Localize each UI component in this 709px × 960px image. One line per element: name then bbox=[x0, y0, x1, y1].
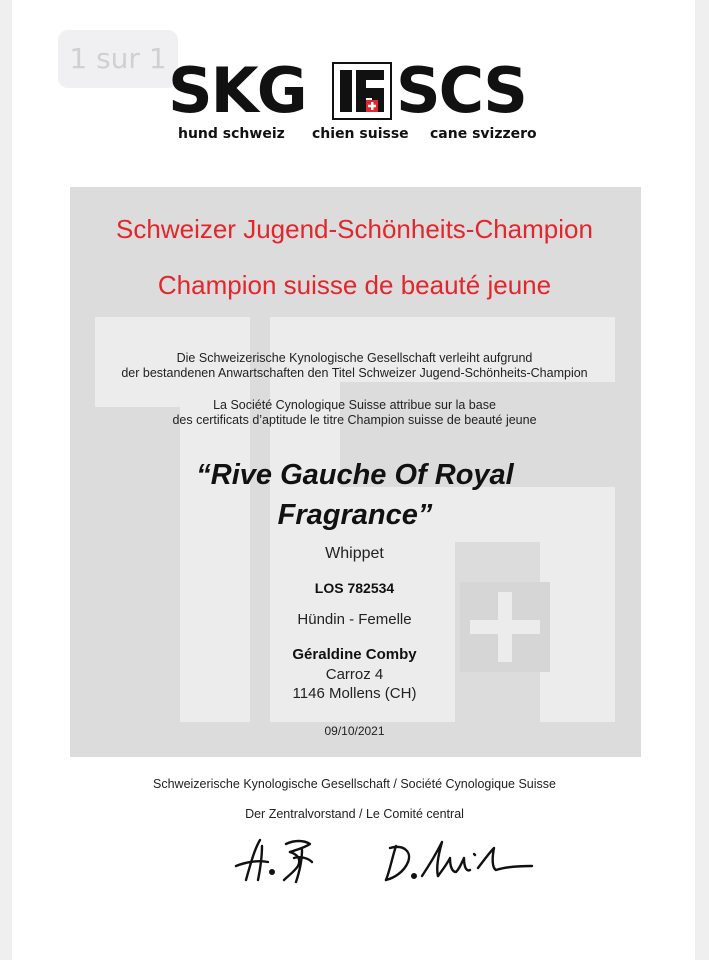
award-text-german-line2: der bestandenen Anwartschaften den Titel Schweizer Jugend-Schönheits-Champion bbox=[121, 366, 588, 380]
dog-breed: Whippet bbox=[325, 545, 384, 562]
skg-scs-logo bbox=[168, 54, 548, 150]
footer-organisation: Schweizerische Kynologische Gesellschaft / Société Cynologique Suisse bbox=[153, 777, 556, 791]
award-text-french-line2: des certificats d’aptitude le titre Champion suisse de beauté jeune bbox=[172, 413, 537, 427]
award-text-german-line1: Die Schweizerische Kynologische Gesellschaft verleiht aufgrund bbox=[176, 351, 533, 365]
logo-emblem-icon bbox=[332, 62, 392, 120]
issue-date: 09/10/2021 bbox=[324, 724, 385, 738]
owner-city: 1146 Mollens (CH) bbox=[292, 685, 417, 702]
logo-scs-text: SCS bbox=[396, 54, 526, 127]
logo-subtitle-de: hund schweiz bbox=[178, 126, 285, 142]
dog-name-line2: Fragrance” bbox=[277, 499, 433, 531]
owner-name: Géraldine Comby bbox=[292, 646, 417, 663]
signature-right bbox=[382, 838, 542, 884]
award-text-french bbox=[0, 398, 709, 428]
page-counter-badge: 1 sur 1 bbox=[58, 30, 178, 88]
dog-name bbox=[125, 455, 585, 535]
award-text-german bbox=[0, 351, 709, 381]
dog-sex: Hündin - Femelle bbox=[297, 611, 412, 628]
footer-committee: Der Zentralvorstand / Le Comité central bbox=[245, 807, 464, 821]
owner-street: Carroz 4 bbox=[325, 666, 384, 683]
registration-number: LOS 782534 bbox=[314, 580, 395, 596]
logo-subtitle-fr: chien suisse bbox=[312, 126, 409, 142]
logo-subtitle-it: cane svizzero bbox=[430, 126, 537, 142]
certificate-title-german: Schweizer Jugend-Schönheits-Champion bbox=[116, 214, 593, 244]
certificate-title-french: Champion suisse de beauté jeune bbox=[157, 270, 552, 300]
logo-skg-text: SKG bbox=[168, 54, 306, 127]
signature-left bbox=[232, 832, 324, 888]
dog-name-line1: “Rive Gauche Of Royal bbox=[196, 459, 514, 491]
award-text-french-line1: La Société Cynologique Suisse attribue sur la base bbox=[213, 398, 496, 412]
